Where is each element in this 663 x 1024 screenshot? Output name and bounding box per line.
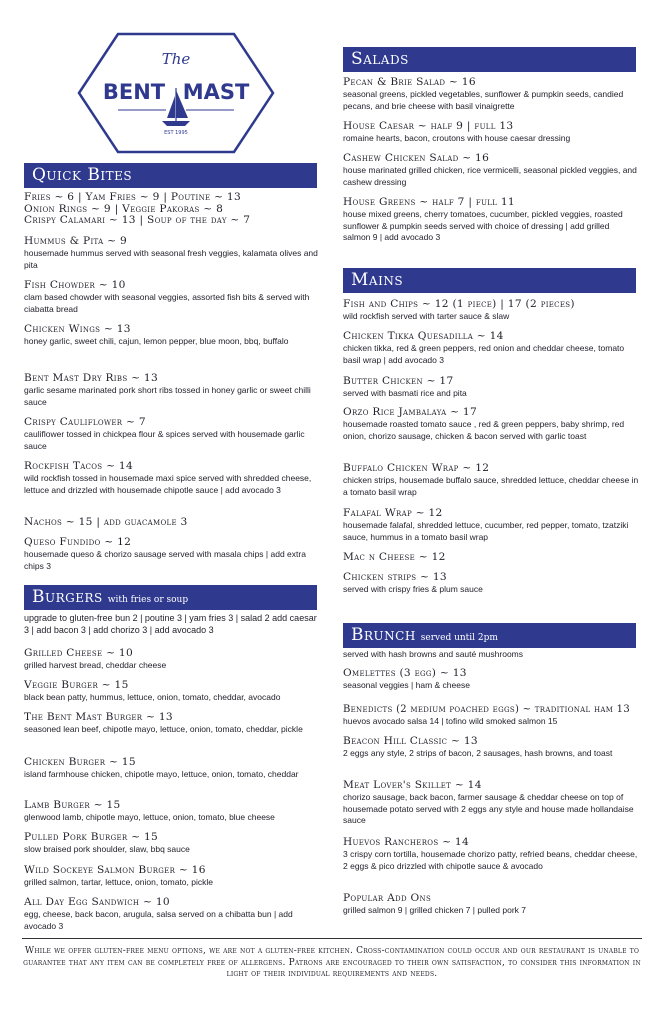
item-desc: huevos avocado salsa 14 | tofino wild smoked salmon 15: [343, 716, 558, 726]
item-name: Cashew Chicken Salad ~ 16: [343, 152, 490, 164]
item-desc: grilled salmon 9 | grilled chicken 7 | pulled pork 7: [343, 905, 527, 915]
item-desc: honey garlic, sweet chili, cajun, lemon pepper, blue moon, bbq, buffalo: [24, 336, 289, 346]
item-name: Falafal Wrap ~ 12: [343, 507, 443, 519]
item-desc: housemade hummus served with seasonal fresh veggies, kalamata olives and pita: [24, 248, 318, 270]
item-desc: egg, cheese, back bacon, arugula, salsa served on a chibatta bun | add avocado 3: [24, 909, 293, 931]
menu-item: [343, 779, 639, 827]
brunch-banner: [343, 623, 636, 648]
item-name: House Caesar ~ half 9 | full 13: [343, 120, 514, 132]
menu-item: [343, 571, 639, 596]
menu-item: [24, 756, 320, 781]
item-desc: clam based chowder with seasonal veggies, assorted fish bits & served with ciabatta bread: [24, 292, 310, 314]
menu-item: [343, 551, 639, 564]
menu-item: [24, 831, 320, 856]
item-desc: house mixed greens, cherry tomatoes, cucumber, pickled veggies, roasted sunflower & pumpkin seeds served with choice of dressing | add grilled salmon 9 | add avocado 3: [343, 209, 623, 242]
item-name: Omelettes (3 egg) ~ 13: [343, 667, 467, 679]
item-desc: romaine hearts, bacon, croutons with house caesar dressing: [343, 133, 571, 143]
menu-item: [343, 298, 639, 323]
item-name: Huevos Rancheros ~ 14: [343, 836, 470, 848]
item-desc: seasoned lean beef, chipotle mayo, lettuce, onion, tomato, cheddar, pickle: [24, 724, 303, 734]
menu-item: [343, 892, 639, 917]
menu-item: [24, 799, 320, 824]
quick-bites-title: Quick Bites: [32, 165, 133, 185]
menu-item: [24, 536, 320, 572]
item-name: Crispy Cauliflower ~ 7: [24, 416, 146, 428]
menu-item: [24, 647, 320, 672]
item-name: Grilled Cheese ~ 10: [24, 647, 134, 659]
quick-bites-list: [24, 192, 320, 227]
burgers-upgrade: upgrade to gluten-free bun 2 | poutine 3 | yam fries 3 | salad 2 add caesar 3 | add bacon 3 | add chorizo 3 | add avocado 3: [24, 613, 317, 635]
item-desc: house marinated grilled chicken, rice vermicelli, seasonal pickled veggies, and cashew dressing: [343, 165, 637, 187]
item-name: Rockfish Tacos ~ 14: [24, 460, 133, 472]
item-name: Pecan & Brie Salad ~ 16: [343, 76, 476, 88]
menu-item: [24, 896, 320, 932]
item-desc: housemade roasted tomato sauce , red & green peppers, baby shrimp, red onion, chorizo sausage, chicken & bacon served with garlic toast: [343, 419, 625, 441]
item-desc: wild rockfish tossed in housemade maxi spice served with shredded cheese, lettuce and drizzled with housemade chipotle sauce | add avocado 3: [24, 473, 312, 495]
restaurant-logo: [76, 30, 276, 156]
salads-title: Salads: [351, 49, 409, 69]
menu-item: [24, 711, 320, 736]
item-name: Butter Chicken ~ 17: [343, 375, 454, 387]
menu-item: [343, 196, 639, 244]
quick-bites-banner: [24, 163, 317, 188]
menu-item: [343, 330, 639, 366]
item-desc: cauliflower tossed in chickpea flour & spices served with housemade garlic sauce: [24, 429, 305, 451]
item-desc: garlic sesame marinated pork short ribs tossed in honey garlic or sweet chilli sauce: [24, 385, 311, 407]
item-desc: wild rockfish served with tarter sauce & slaw: [343, 311, 510, 321]
item-desc: chicken strips, housemade buffalo sauce, shredded lettuce, cheddar cheese in a tomato basil wrap: [343, 475, 639, 497]
menu-item: [24, 235, 320, 271]
item-name: Pulled Pork Burger ~ 15: [24, 831, 159, 843]
menu-item: [24, 416, 320, 452]
footer-divider: [22, 938, 642, 939]
item-name: Queso Fundido ~ 12: [24, 536, 132, 548]
menu-item: [24, 279, 320, 315]
menu-item: [343, 152, 639, 188]
item-name: Wild Sockeye Salmon Burger ~ 16: [24, 864, 206, 876]
logo-bent: BENT: [102, 80, 166, 104]
item-name: Chicken Wings ~ 13: [24, 323, 131, 335]
salads-banner: [343, 47, 636, 72]
item-name: Orzo Rice Jambalaya ~ 17: [343, 406, 478, 418]
menu-item: [24, 460, 320, 496]
item-name: Fish and Chips ~ 12 (1 piece) | 17 (2 pieces): [343, 298, 575, 310]
item-desc: chorizo sausage, back bacon, farmer sausage & cheddar cheese on top of housemade potato served with 2 eggs any style and house made hollandaise sauce: [343, 792, 634, 825]
mains-title: Mains: [351, 270, 404, 290]
item-desc: served with basmati rice and pita: [343, 388, 467, 398]
menu-item: [343, 120, 639, 145]
quick-bites-line: Onion Rings ~ 9 | Veggie Pakoras ~ 8: [24, 202, 224, 215]
item-desc: 3 crispy corn tortilla, housemade chorizo patty, refried beans, cheddar cheese, 2 eggs & pico drizzled with chipotle sauce & avocado: [343, 849, 638, 871]
item-name: Buffalo Chicken Wrap ~ 12: [343, 462, 490, 474]
menu-item: [343, 836, 639, 872]
item-name: Lamb Burger ~ 15: [24, 799, 121, 811]
brunch-title: Brunch: [351, 625, 416, 645]
item-desc: slow braised pork shoulder, slaw, bbq sauce: [24, 844, 190, 854]
menu-item: [343, 703, 639, 728]
quick-bites-line: Crispy Calamari ~ 13 | Soup of the day ~ 7: [24, 214, 251, 227]
menu-item: [24, 679, 320, 704]
burgers-banner: [24, 585, 317, 610]
logo-mast: MAST: [182, 80, 250, 104]
item-desc: glenwood lamb, chipotle mayo, lettuce, onion, tomato, blue cheese: [24, 812, 275, 822]
menu-item: [24, 372, 320, 408]
item-name: Hummus & Pita ~ 9: [24, 235, 128, 247]
menu-item: [24, 516, 320, 529]
item-name: Meat Lover's Skillet ~ 14: [343, 779, 482, 791]
item-name: The Bent Mast Burger ~ 13: [24, 711, 173, 723]
item-name: Bent Mast Dry Ribs ~ 13: [24, 372, 158, 384]
item-desc: 2 eggs any style, 2 strips of bacon, 2 sausages, hash browns, and toast: [343, 748, 613, 758]
item-name: Veggie Burger ~ 15: [24, 679, 129, 691]
mains-banner: [343, 268, 636, 293]
menu-item: [343, 462, 639, 498]
item-desc: served with crispy fries & plum sauce: [343, 584, 483, 594]
item-desc: seasonal greens, pickled vegetables, sunflower & pumpkin seeds, candied pecans, and brie cheese with basil vinaigrette: [343, 89, 624, 111]
item-desc: grilled harvest bread, cheddar cheese: [24, 660, 167, 670]
item-name: Beacon Hill Classic ~ 13: [343, 735, 478, 747]
item-desc: housemade queso & chorizo sausage served with masala chips | add extra chips 3: [24, 549, 306, 571]
item-desc: seasonal veggies | ham & cheese: [343, 680, 470, 690]
allergen-disclaimer: While we offer gluten-free menu options, we are not a gluten-free kitchen. Cross-contamination could occur and our restaurant is unable to guarantee that any item can be completely free of allergens. Patrons are encouraged to their own satisfaction, to consider this information in light of their individual requirements and needs.: [23, 946, 641, 979]
menu-item: [343, 375, 639, 400]
menu-item: [343, 735, 639, 760]
item-name: Chicken Burger ~ 15: [24, 756, 136, 768]
logo-est: EST 1995: [164, 130, 188, 136]
logo-the: The: [161, 50, 191, 68]
menu-item: [343, 667, 639, 692]
item-name: House Greens ~ half 7 | full 11: [343, 196, 515, 208]
burgers-title: Burgers: [32, 587, 103, 607]
logo-hexagon: [76, 30, 276, 156]
item-desc: black bean patty, hummus, lettuce, onion, tomato, cheddar, avocado: [24, 692, 281, 702]
brunch-note: served until 2pm: [420, 633, 498, 643]
menu-item: [24, 864, 320, 889]
menu-item: [343, 507, 639, 543]
menu-item: [343, 406, 639, 442]
item-desc: housemade falafal, shredded lettuce, cucumber, red pepper, tomato, tzatziki sauce, hummus in a tomato basil wrap: [343, 520, 629, 542]
item-name: Mac n Cheese ~ 12: [343, 551, 446, 563]
burgers-note: with fries or soup: [107, 595, 189, 605]
item-name: Chicken strips ~ 13: [343, 571, 447, 583]
item-name: Fish Chowder ~ 10: [24, 279, 126, 291]
item-name: Benedicts (2 medium poached eggs) ~ traditional ham 13: [343, 704, 630, 715]
menu-item: [24, 323, 320, 348]
brunch-intro: served with hash browns and sauté mushrooms: [343, 649, 524, 659]
menu-item: [343, 76, 639, 112]
item-desc: island farmhouse chicken, chipotle mayo, lettuce, onion, tomato, cheddar: [24, 769, 299, 779]
item-name: Nachos ~ 15 | add guacamole 3: [24, 516, 188, 528]
quick-bites-line: Fries ~ 6 | Yam Fries ~ 9 | Poutine ~ 13: [24, 191, 242, 203]
item-desc: chicken tikka, red & green peppers, red onion and cheddar cheese, tomato basil wrap | add avocado 3: [343, 343, 625, 365]
item-name: Popular Add Ons: [343, 892, 432, 904]
item-name: All Day Egg Sandwich ~ 10: [24, 896, 170, 908]
item-name: Chicken Tikka Quesadilla ~ 14: [343, 330, 504, 342]
item-desc: grilled salmon, tartar, lettuce, onion, tomato, pickle: [24, 877, 213, 887]
